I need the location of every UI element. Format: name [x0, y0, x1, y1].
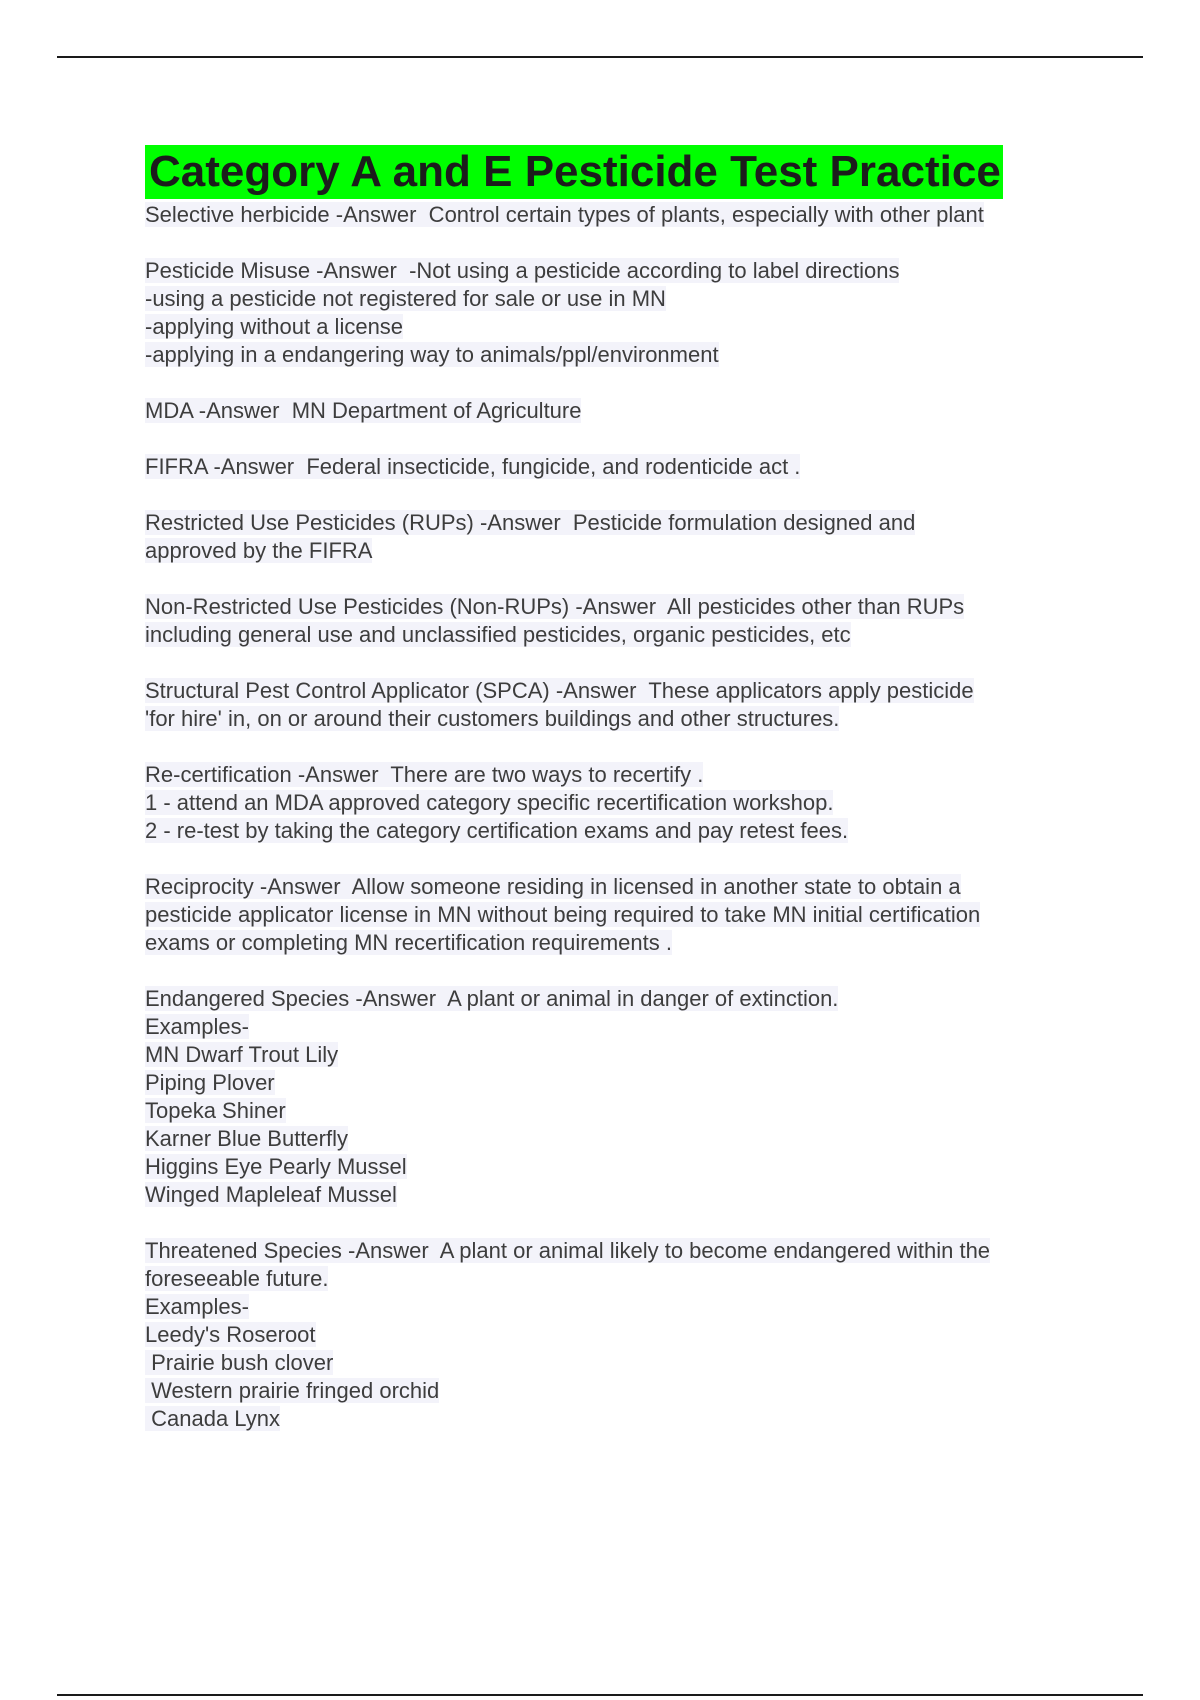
entry-line-text: Leedy's Roseroot — [145, 1322, 316, 1347]
entry-line — [145, 397, 1085, 425]
entry-line-text: -applying in a endangering way to animals/ppl/environment — [145, 342, 719, 367]
entry-line-text: Prairie bush clover — [145, 1350, 334, 1375]
entry-line-text: Selective herbicide -Answer Control certain types of plants, especially with other plant — [145, 202, 984, 227]
bottom-rule — [57, 1694, 1143, 1696]
entry-line-text: Examples- — [145, 1014, 249, 1039]
entry-line — [145, 1293, 1085, 1321]
top-rule — [57, 56, 1143, 58]
entry-line — [145, 901, 1085, 929]
entry-line-text: Structural Pest Control Applicator (SPCA) -Answer These applicators apply pesticide — [145, 678, 974, 703]
entry-line — [145, 873, 1085, 901]
entry-line — [145, 1321, 1085, 1349]
entry-line-text: foreseeable future. — [145, 1266, 329, 1291]
entry-line — [145, 1097, 1085, 1125]
entry-line — [145, 593, 1085, 621]
entry-line-text: pesticide applicator license in MN without being required to take MN initial certification — [145, 902, 981, 927]
entry-line-text: including general use and unclassified pesticides, organic pesticides, etc — [145, 622, 851, 647]
entry-line-text: Re-certification -Answer There are two ways to recertify . — [145, 762, 704, 787]
entry-line — [145, 341, 1085, 369]
entry-line-text: Canada Lynx — [145, 1406, 280, 1431]
entry-line — [145, 1041, 1085, 1069]
entry-line — [145, 985, 1085, 1013]
entry-line-text: Higgins Eye Pearly Mussel — [145, 1154, 407, 1179]
entry-line-text: 2 - re-test by taking the category certification exams and pay retest fees. — [145, 818, 849, 843]
entry-line-text: Pesticide Misuse -Answer -Not using a pesticide according to label directions — [145, 258, 900, 283]
entry-line-text: exams or completing MN recertification requirements . — [145, 930, 672, 955]
entry-line-text: Restricted Use Pesticides (RUPs) -Answer Pesticide formulation designed and — [145, 510, 916, 535]
entry-line-text: Reciprocity -Answer Allow someone residing in licensed in another state to obtain a — [145, 874, 961, 899]
entry-line-text: Endangered Species -Answer A plant or animal in danger of extinction. — [145, 986, 839, 1011]
entry-line-text: Threatened Species -Answer A plant or animal likely to become endangered within the — [145, 1238, 991, 1263]
entry-line — [145, 453, 1085, 481]
entry-line — [145, 1069, 1085, 1097]
entry-line-text: Karner Blue Butterfly — [145, 1126, 348, 1151]
entry-line-text: Piping Plover — [145, 1070, 275, 1095]
entry-line — [145, 1125, 1085, 1153]
entry-line-text: Non-Restricted Use Pesticides (Non-RUPs) -Answer All pesticides other than RUPs — [145, 594, 965, 619]
qa-entry — [145, 509, 1085, 565]
entry-line-text: Winged Mapleleaf Mussel — [145, 1182, 397, 1207]
entry-line-text: MDA -Answer MN Department of Agriculture — [145, 398, 582, 423]
entry-line-text: 1 - attend an MDA approved category specific recertification workshop. — [145, 790, 834, 815]
entry-line-text: approved by the FIFRA — [145, 538, 373, 563]
qa-entry — [145, 761, 1085, 845]
document-title: Category A and E Pesticide Test Practice — [145, 145, 1003, 199]
entry-line — [145, 761, 1085, 789]
qa-entry — [145, 453, 1085, 481]
qa-entry — [145, 593, 1085, 649]
entry-line-text: Examples- — [145, 1294, 249, 1319]
entry-line — [145, 1265, 1085, 1293]
entry-line-text: -applying without a license — [145, 314, 404, 339]
entry-line-text: -using a pesticide not registered for sale or use in MN — [145, 286, 666, 311]
entry-line-text: MN Dwarf Trout Lily — [145, 1042, 339, 1067]
entry-line — [145, 1153, 1085, 1181]
entry-line-text: Western prairie fringed orchid — [145, 1378, 440, 1403]
entry-line — [145, 1349, 1085, 1377]
entry-line — [145, 1237, 1085, 1265]
entry-line — [145, 285, 1085, 313]
entry-line — [145, 677, 1085, 705]
qa-entry — [145, 677, 1085, 733]
qa-entry — [145, 257, 1085, 369]
entry-line — [145, 1405, 1085, 1433]
entry-line — [145, 789, 1085, 817]
entry-line — [145, 1181, 1085, 1209]
entry-line — [145, 509, 1085, 537]
qa-entry — [145, 985, 1085, 1209]
entry-line — [145, 537, 1085, 565]
qa-entry — [145, 873, 1085, 957]
document-body — [145, 145, 1085, 1461]
entry-line — [145, 201, 1085, 229]
qa-entry — [145, 397, 1085, 425]
entry-list — [145, 201, 1085, 1433]
entry-line — [145, 621, 1085, 649]
entry-line — [145, 817, 1085, 845]
entry-line — [145, 257, 1085, 285]
entry-line — [145, 313, 1085, 341]
entry-line — [145, 1013, 1085, 1041]
entry-line-text: 'for hire' in, on or around their customers buildings and other structures. — [145, 706, 840, 731]
entry-line — [145, 1377, 1085, 1405]
entry-line-text: FIFRA -Answer Federal insecticide, fungicide, and rodenticide act . — [145, 454, 801, 479]
entry-line — [145, 705, 1085, 733]
qa-entry — [145, 201, 1085, 229]
entry-line — [145, 929, 1085, 957]
qa-entry — [145, 1237, 1085, 1433]
entry-line-text: Topeka Shiner — [145, 1098, 286, 1123]
